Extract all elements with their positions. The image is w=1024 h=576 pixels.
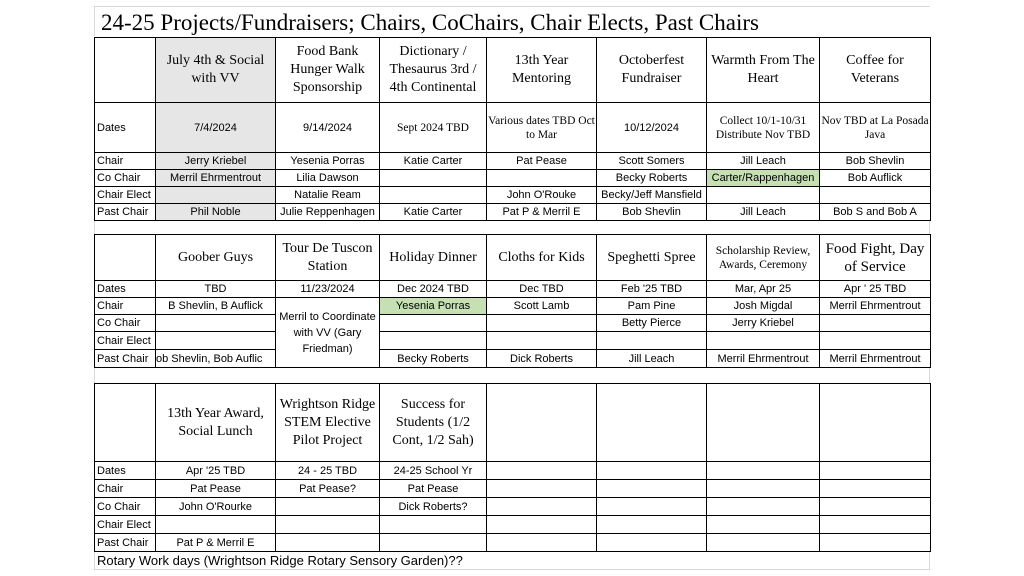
section-gap <box>94 221 930 234</box>
co-chair-cell: Lilia Dawson <box>276 170 380 187</box>
row-label: Chair <box>95 298 156 315</box>
co-chair-cell: Dick Roberts? <box>380 498 487 516</box>
empty-cell <box>820 384 931 462</box>
dates-row <box>95 462 931 480</box>
project-header: July 4th & Social with VV <box>156 38 276 103</box>
chair-cell: Katie Carter <box>380 153 487 170</box>
chair-cell: Pat Pease? <box>276 480 380 498</box>
co-chair-cell: Becky Roberts <box>597 170 707 187</box>
date-cell: 24 - 25 TBD <box>276 462 380 480</box>
chair-elect-row <box>95 332 931 350</box>
header-row <box>95 38 931 103</box>
row-label: Past Chair <box>95 350 156 368</box>
empty-cell <box>707 534 820 552</box>
co-chair-cell: Bob Auflick <box>820 170 931 187</box>
project-header: Scholarship Review, Awards, Ceremony <box>707 235 820 281</box>
date-cell: Mar, Apr 25 <box>707 281 820 298</box>
empty-cell <box>820 498 931 516</box>
co-chair-cell: Carter/Rappenhagen <box>707 170 820 187</box>
empty-cell <box>487 384 597 462</box>
chair-elect-cell <box>156 187 276 204</box>
chair-row <box>95 298 931 315</box>
co-chair-cell <box>380 315 487 332</box>
chair-cell: Yesenia Porras <box>380 298 487 315</box>
row-label: Chair <box>95 153 156 170</box>
past-chair-cell: Merril Ehrmentrout <box>707 350 820 368</box>
chair-elect-cell <box>707 332 820 350</box>
empty-cell <box>487 534 597 552</box>
date-cell: Apr ' 25 TBD <box>820 281 931 298</box>
project-header: Goober Guys <box>156 235 276 281</box>
co-chair-row <box>95 315 931 332</box>
project-header: Holiday Dinner <box>380 235 487 281</box>
past-chair-cell: Bob S and Bob A <box>820 204 931 221</box>
project-header: 13th Year Mentoring <box>487 38 597 103</box>
date-cell: 9/14/2024 <box>276 103 380 153</box>
empty-cell <box>820 534 931 552</box>
row-label: Co Chair <box>95 170 156 187</box>
chair-cell: Josh Migdal <box>707 298 820 315</box>
chair-cell: Bob Shevlin <box>820 153 931 170</box>
corner-cell <box>95 384 156 462</box>
date-cell: Dec TBD <box>487 281 597 298</box>
chair-elect-cell <box>487 332 597 350</box>
co-chair-cell: John O'Rourke <box>156 498 276 516</box>
date-cell: TBD <box>156 281 276 298</box>
chair-cell: Pat Pease <box>487 153 597 170</box>
chair-cell: Jerry Kriebel <box>156 153 276 170</box>
chair-cell: B Shevlin, B Auflick <box>156 298 276 315</box>
chair-elect-cell <box>380 332 487 350</box>
empty-cell <box>707 462 820 480</box>
empty-cell <box>597 480 707 498</box>
project-header: Octoberfest Fundraiser <box>597 38 707 103</box>
project-header: Food Bank Hunger Walk Sponsorship <box>276 38 380 103</box>
past-chair-row <box>95 534 931 552</box>
past-chair-cell: Bob Shevlin <box>597 204 707 221</box>
project-header: Cloths for Kids <box>487 235 597 281</box>
empty-cell <box>820 480 931 498</box>
empty-cell <box>707 516 820 534</box>
empty-cell <box>707 384 820 462</box>
co-chair-cell: Jerry Kriebel <box>707 315 820 332</box>
date-cell: 7/4/2024 <box>156 103 276 153</box>
project-header: Speghetti Spree <box>597 235 707 281</box>
past-chair-cell <box>276 534 380 552</box>
header-row <box>95 235 931 281</box>
co-chair-cell <box>276 498 380 516</box>
project-header: Success for Students (1/2 Cont, 1/2 Sah) <box>380 384 487 462</box>
co-chair-cell <box>380 170 487 187</box>
co-chair-cell: Betty Pierce <box>597 315 707 332</box>
footer-note: Rotary Work days (Wrightson Ridge Rotary Sensory Garden)?? <box>94 552 930 570</box>
chair-cell: Pam Pine <box>597 298 707 315</box>
corner-cell <box>95 38 156 103</box>
section-2-table <box>94 234 931 368</box>
chair-elect-cell <box>597 332 707 350</box>
co-chair-row <box>95 170 931 187</box>
chair-cell: Pat Pease <box>156 480 276 498</box>
section-gap <box>94 368 930 383</box>
row-label: Past Chair <box>95 534 156 552</box>
co-chair-row <box>95 498 931 516</box>
past-chair-row <box>95 204 931 221</box>
empty-cell <box>597 516 707 534</box>
project-header: Coffee for Veterans <box>820 38 931 103</box>
co-chair-cell <box>487 315 597 332</box>
chair-cell: Scott Lamb <box>487 298 597 315</box>
date-cell: 24-25 School Yr <box>380 462 487 480</box>
chair-cell: Merril Ehrmentrout <box>820 298 931 315</box>
chair-cell: Yesenia Porras <box>276 153 380 170</box>
chair-elect-cell <box>820 187 931 204</box>
chair-elect-cell <box>707 187 820 204</box>
project-header: Tour De Tuscon Station <box>276 235 380 281</box>
chair-elect-cell <box>380 187 487 204</box>
chair-elect-cell: Natalie Ream <box>276 187 380 204</box>
chair-elect-row <box>95 187 931 204</box>
chair-elect-cell <box>380 516 487 534</box>
date-cell: 10/12/2024 <box>597 103 707 153</box>
date-cell: Feb '25 TBD <box>597 281 707 298</box>
date-cell: Sept 2024 TBD <box>380 103 487 153</box>
date-cell: Various dates TBD Oct to Mar <box>487 103 597 153</box>
row-label: Chair Elect <box>95 187 156 204</box>
project-header: Dictionary / Thesaurus 3rd / 4th Continental <box>380 38 487 103</box>
spreadsheet <box>94 6 930 570</box>
past-chair-cell: Merril Ehrmentrout <box>820 350 931 368</box>
date-cell: Nov TBD at La Posada Java <box>820 103 931 153</box>
co-chair-cell <box>487 170 597 187</box>
empty-cell <box>487 498 597 516</box>
row-label: Past Chair <box>95 204 156 221</box>
past-chair-cell: Katie Carter <box>380 204 487 221</box>
past-chair-cell: Pat P & Merril E <box>156 534 276 552</box>
empty-cell <box>820 516 931 534</box>
dates-row <box>95 281 931 298</box>
past-chair-row <box>95 350 931 368</box>
project-header: 13th Year Award, Social Lunch <box>156 384 276 462</box>
date-cell: Collect 10/1-10/31 Distribute Nov TBD <box>707 103 820 153</box>
co-chair-cell: Merril Ehrmentrout <box>156 170 276 187</box>
chair-elect-cell: Becky/Jeff Mansfield <box>597 187 707 204</box>
past-chair-cell: Dick Roberts <box>487 350 597 368</box>
chair-cell: Pat Pease <box>380 480 487 498</box>
chair-elect-row <box>95 516 931 534</box>
project-header: Wrightson Ridge STEM Elective Pilot Project <box>276 384 380 462</box>
header-row <box>95 384 931 462</box>
past-chair-cell: Pat P & Merril E <box>487 204 597 221</box>
section-3-table <box>94 383 931 552</box>
co-chair-cell <box>820 315 931 332</box>
co-chair-cell <box>156 315 276 332</box>
date-cell: Dec 2024 TBD <box>380 281 487 298</box>
row-label: Chair Elect <box>95 332 156 350</box>
empty-cell <box>597 498 707 516</box>
chair-row <box>95 480 931 498</box>
past-chair-cell: Becky Roberts <box>380 350 487 368</box>
empty-cell <box>597 462 707 480</box>
empty-cell <box>597 534 707 552</box>
dates-row <box>95 103 931 153</box>
section-1-table <box>94 37 931 221</box>
empty-cell <box>707 498 820 516</box>
project-header: Warmth From The Heart <box>707 38 820 103</box>
past-chair-cell: Julie Reppenhagen <box>276 204 380 221</box>
row-label: Dates <box>95 462 156 480</box>
corner-cell <box>95 235 156 281</box>
chair-elect-cell <box>820 332 931 350</box>
row-label: Co Chair <box>95 315 156 332</box>
row-label: Chair Elect <box>95 516 156 534</box>
chair-elect-cell <box>156 516 276 534</box>
chair-cell: Jill Leach <box>707 153 820 170</box>
row-label: Dates <box>95 281 156 298</box>
chair-elect-cell <box>156 332 276 350</box>
row-label: Co Chair <box>95 498 156 516</box>
past-chair-cell: Jill Leach <box>597 350 707 368</box>
chair-row <box>95 153 931 170</box>
past-chair-cell <box>380 534 487 552</box>
empty-cell <box>707 480 820 498</box>
empty-cell <box>820 462 931 480</box>
date-cell: Apr '25 TBD <box>156 462 276 480</box>
chair-elect-cell: John O'Rouke <box>487 187 597 204</box>
empty-cell <box>597 384 707 462</box>
past-chair-cell: ob Shevlin, Bob Auflic <box>156 350 276 368</box>
row-label: Chair <box>95 480 156 498</box>
past-chair-cell: Phil Noble <box>156 204 276 221</box>
merged-note-cell: Merril to Coordinate with VV (Gary Friedman) <box>276 298 380 368</box>
date-cell: 11/23/2024 <box>276 281 380 298</box>
empty-cell <box>487 480 597 498</box>
row-label: Dates <box>95 103 156 153</box>
chair-cell: Scott Somers <box>597 153 707 170</box>
past-chair-cell: Jill Leach <box>707 204 820 221</box>
chair-elect-cell <box>276 516 380 534</box>
empty-cell <box>487 462 597 480</box>
project-header: Food Fight, Day of Service <box>820 235 931 281</box>
empty-cell <box>487 516 597 534</box>
sheet-title: 24-25 Projects/Fundraisers; Chairs, CoChairs, Chair Elects, Past Chairs <box>94 6 930 36</box>
